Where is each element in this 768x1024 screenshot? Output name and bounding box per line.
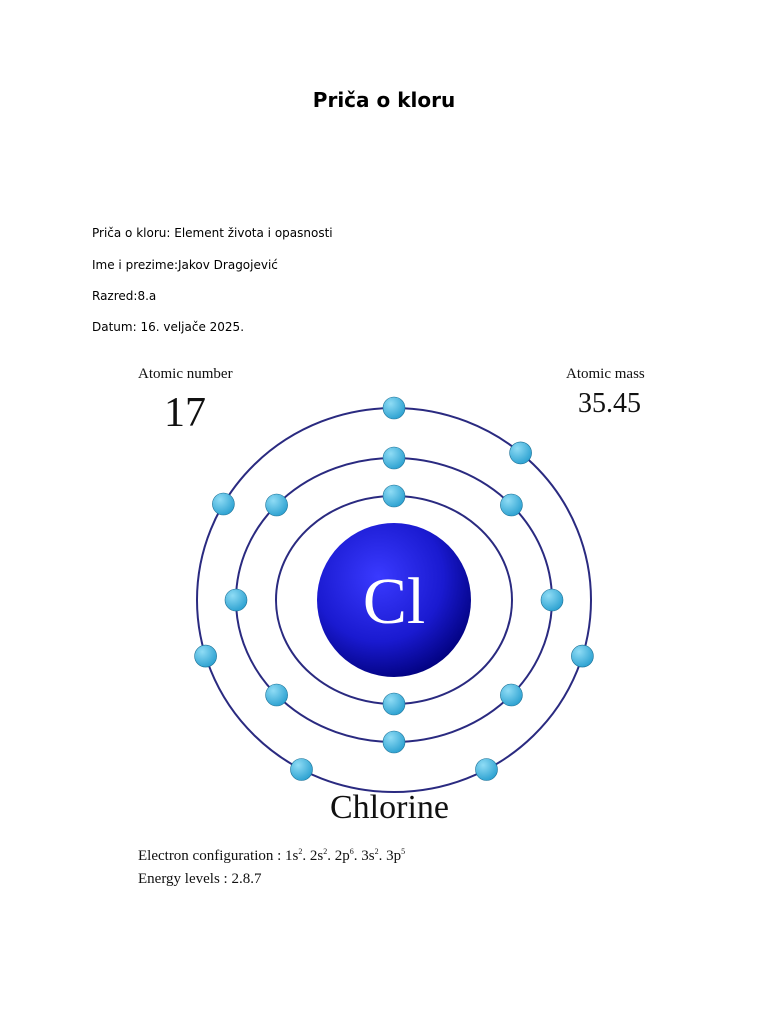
config-term-3p: $3p^5$ xyxy=(386,847,406,864)
electron-shell-1-1 xyxy=(383,485,405,507)
energy-levels: Energy levels : 2.8.7 xyxy=(138,871,262,887)
electron-shell-3-3 xyxy=(571,645,593,667)
electron-shell-3-1 xyxy=(383,397,405,419)
electron-shell-2-3 xyxy=(541,589,563,611)
electron-shell-2-5 xyxy=(383,731,405,753)
electron-shell-2-8 xyxy=(266,494,288,516)
electron-shell-2-1 xyxy=(383,447,405,469)
config-term-exponent: 2 xyxy=(298,847,303,856)
atomic-mass-label: Atomic mass xyxy=(566,366,645,382)
electron-shell-3-2 xyxy=(510,442,532,464)
config-term-1s: $1s^2$. xyxy=(285,847,310,864)
electron-shell-2-2 xyxy=(500,494,522,516)
atomic-mass-value: 35.45 xyxy=(578,388,641,419)
electron-shell-2-4 xyxy=(500,684,522,706)
date-line: Datum: 16. veljače 2025. xyxy=(92,320,245,334)
atomic-number-value: 17 xyxy=(164,390,206,436)
electron-shell-3-7 xyxy=(212,493,234,515)
config-term-2s: $2s^2$. xyxy=(309,847,335,864)
class-line: Razred:8.a xyxy=(92,289,157,303)
electron-shell-2-6 xyxy=(266,684,288,706)
config-term-exponent: 5 xyxy=(401,847,406,856)
electron-configuration-label: Electron configuration : xyxy=(138,848,286,864)
config-term-exponent: 2 xyxy=(323,847,328,856)
document-title: Priča o kloru xyxy=(312,88,456,112)
document-subtitle: Priča o kloru: Element života i opasnosti xyxy=(92,226,333,240)
electron-shell-3-5 xyxy=(291,759,313,781)
electron-configuration-terms xyxy=(285,848,405,864)
electron-shell-3-4 xyxy=(476,759,498,781)
atomic-number-label: Atomic number xyxy=(138,366,233,382)
config-term-2p: $2p^6$. xyxy=(334,847,362,864)
electron-shell-3-6 xyxy=(195,645,217,667)
electron-configuration xyxy=(138,847,405,865)
config-term-3s: $3s^2$. xyxy=(361,847,387,864)
electron-shell-2-7 xyxy=(225,589,247,611)
electron-shell-1-2 xyxy=(383,693,405,715)
element-name: Chlorine xyxy=(330,789,449,826)
config-term-exponent: 6 xyxy=(349,847,354,856)
config-term-exponent: 2 xyxy=(374,847,379,856)
chlorine-atom-diagram xyxy=(120,355,680,900)
element-symbol: Cl xyxy=(362,565,426,638)
author-line: Ime i prezime:Jakov Dragojević xyxy=(92,258,278,272)
